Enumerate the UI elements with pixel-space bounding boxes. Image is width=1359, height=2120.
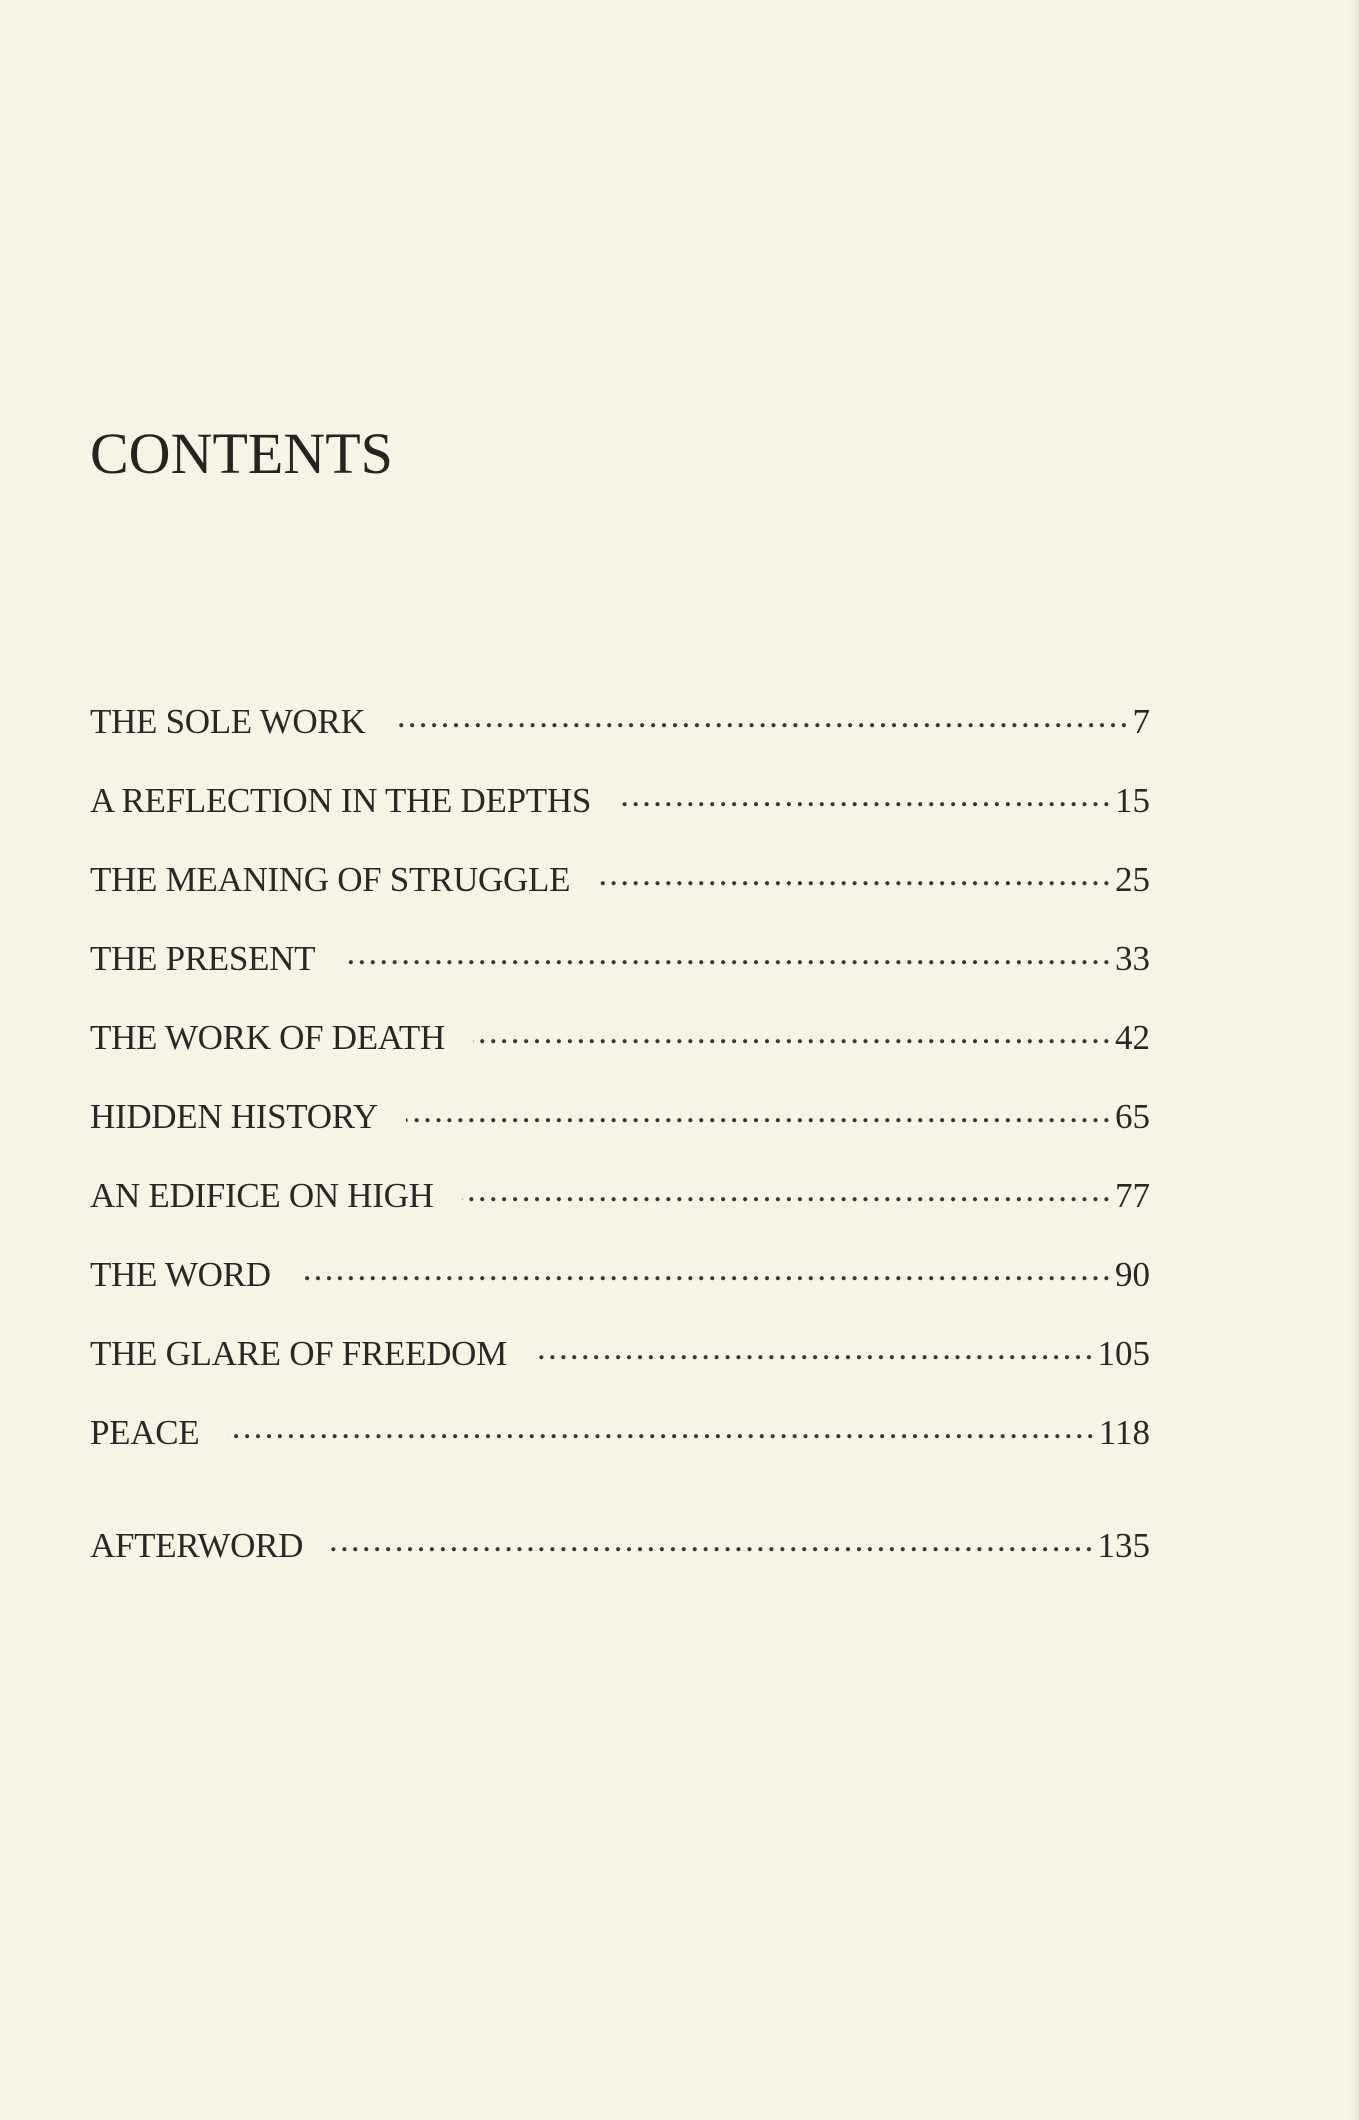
toc-entry-page: 118	[1098, 1413, 1150, 1452]
toc-entry	[90, 1016, 1150, 1060]
toc-entry	[90, 779, 1150, 823]
toc-dot-leader	[406, 1095, 1113, 1139]
toc-entry-title: THE PRESENT	[90, 939, 316, 978]
toc-entry-title: THE WORD	[90, 1255, 271, 1294]
toc-dot-leader	[331, 1524, 1095, 1568]
toc-entry-title: HIDDEN HISTORY	[90, 1097, 378, 1136]
toc-entry	[90, 1411, 1150, 1455]
toc-entry-page: 42	[1115, 1018, 1150, 1057]
toc-entry-page: 105	[1097, 1334, 1150, 1373]
toc-entry-title: THE SOLE WORK	[90, 702, 366, 741]
toc-entry	[90, 1524, 1150, 1568]
toc-dot-leader	[473, 1016, 1113, 1060]
toc-entry-title: A REFLECTION IN THE DEPTHS	[90, 781, 591, 820]
toc-entry-page: 15	[1115, 781, 1150, 820]
toc-dot-leader	[619, 779, 1113, 823]
toc-entry-page: 25	[1115, 860, 1150, 899]
toc-entry-page: 33	[1115, 939, 1150, 978]
contents-heading: CONTENTS	[90, 421, 393, 486]
toc-entry-page: 7	[1132, 702, 1150, 741]
toc-entry	[90, 1095, 1150, 1139]
toc-entry-page: 135	[1097, 1526, 1150, 1565]
toc-dot-leader	[227, 1411, 1096, 1455]
toc-entry	[90, 1253, 1150, 1297]
toc-entry-title: PEACE	[90, 1413, 200, 1452]
toc-entry-title: AN EDIFICE ON HIGH	[90, 1176, 434, 1215]
toc-dot-leader	[535, 1332, 1096, 1376]
toc-entry-title: AFTERWORD	[90, 1526, 304, 1565]
toc-entry-page: 65	[1115, 1097, 1150, 1136]
toc-entry-title: THE MEANING OF STRUGGLE	[90, 860, 571, 899]
toc-dot-leader	[343, 937, 1113, 981]
toc-dot-leader	[462, 1174, 1113, 1218]
toc-entry	[90, 937, 1150, 981]
toc-entry-title: THE WORK OF DEATH	[90, 1018, 445, 1057]
toc-entry	[90, 700, 1150, 744]
toc-entry-page: 90	[1115, 1255, 1150, 1294]
toc-dot-leader	[598, 858, 1113, 902]
toc-dot-leader	[393, 700, 1130, 744]
page-edge-shadow	[1349, 0, 1359, 2120]
toc-dot-leader	[299, 1253, 1113, 1297]
toc-entry	[90, 1332, 1150, 1376]
toc-entry	[90, 1174, 1150, 1218]
toc-entry-page: 77	[1115, 1176, 1150, 1215]
toc-entry-title: THE GLARE OF FREEDOM	[90, 1334, 507, 1373]
toc-entry	[90, 858, 1150, 902]
